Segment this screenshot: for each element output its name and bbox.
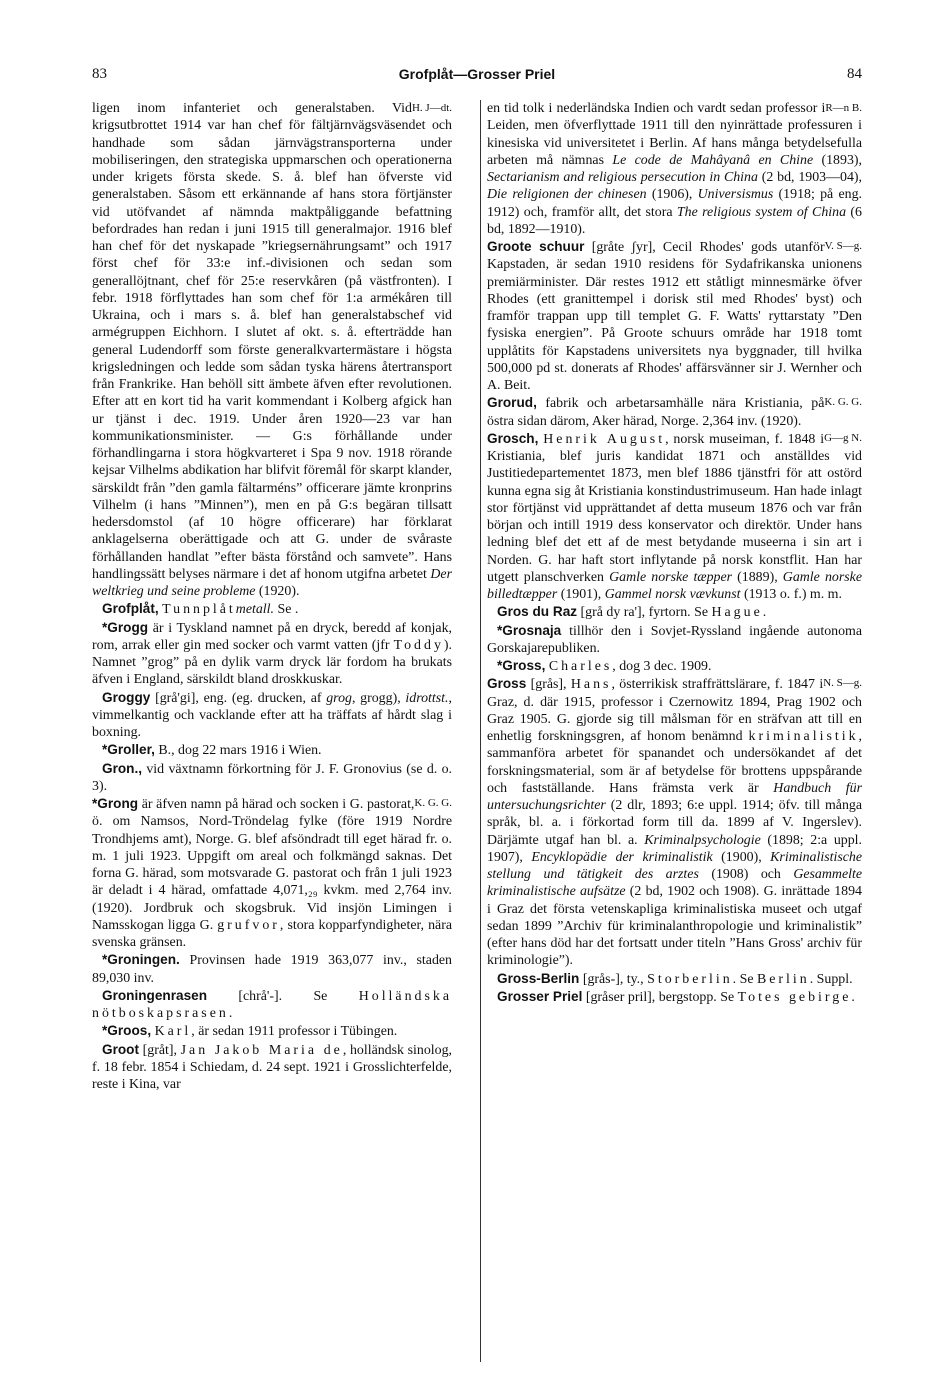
- dictionary-entry: [92, 689, 452, 742]
- entry-text: .: [228, 1006, 233, 1021]
- dictionary-entry: [92, 1041, 452, 1094]
- entry-spaced-reference: Storberlin: [647, 971, 733, 987]
- entry-text: .: [762, 605, 767, 621]
- entry-text: (2 bd, 1903—04),: [757, 170, 862, 185]
- dictionary-entry: [92, 600, 452, 618]
- entry-spaced-reference: Berlin: [756, 971, 810, 987]
- dictionary-entry: [487, 675, 862, 969]
- entry-signature: G—g N.: [824, 431, 862, 444]
- entry-text: , sammanföra arbetet för spanandet och undersökandet af det forskningsmaterial, som är af betydelse för brottens uppspårande och fastställande. Hans främsta verk är: [487, 729, 862, 796]
- page-header: [92, 66, 862, 86]
- dictionary-entry: [92, 987, 452, 1023]
- entry-headword: *Groningen.: [102, 952, 180, 968]
- entry-text: [grå'gi], eng. (eg. drucken, af: [150, 690, 327, 706]
- page-number-right: 84: [847, 66, 862, 82]
- entry-text: (1918; på eng. 1912) och, framför allt, det stora: [487, 187, 862, 220]
- entry-signature: K. G. G.: [414, 797, 452, 809]
- dictionary-entry: [92, 760, 452, 796]
- dictionary-entry: [487, 970, 862, 988]
- entry-text: [grå dy ra'], fyrtorn. Se: [577, 605, 712, 621]
- entry-headword: Gron.,: [102, 760, 143, 776]
- entry-spaced-reference: Charles: [548, 659, 613, 674]
- dictionary-entry: [92, 1022, 452, 1040]
- dictionary-entry: [487, 622, 862, 658]
- dictionary-entry: [92, 741, 452, 759]
- dictionary-entry: [92, 619, 452, 689]
- entry-italic-title: Kriminalpsychologie: [644, 832, 761, 848]
- entry-text: . Se: [732, 971, 757, 987]
- entry-italic-title: Kriminalistische stellung und tätigkeit des arztes: [487, 849, 862, 882]
- dictionary-entry: [92, 795, 452, 951]
- entry-text: (1920).: [255, 584, 300, 599]
- entry-text: fabrik och arbetarsamhälle nära Kristiania, på östra sidan därom, Aker härad, Norge. 2,364 inv. (1920).: [487, 396, 825, 429]
- entry-text: , stora kopparfyndigheter, nära svenska gränsen.: [92, 917, 452, 950]
- entry-text: [chrå'-]. Se: [207, 988, 359, 1004]
- entry-signature: K. G. G.: [824, 396, 862, 409]
- entry-text: tillhör den i Sovjet-Ryssland ingående autonoma Gorskajarepubliken.: [487, 623, 862, 656]
- entry-text: , vimmelkantig och vacklande efter att ha träffats af hårdt slag i boxning.: [92, 690, 452, 740]
- entry-text: , grogg),: [351, 690, 406, 706]
- entry-text: [grås-], ty.,: [579, 971, 648, 987]
- entry-text: .: [851, 989, 855, 1005]
- entry-headword: *Grong: [92, 796, 139, 811]
- entry-spaced-reference: Tunnplåt: [162, 602, 236, 618]
- dictionary-entry: [487, 603, 862, 621]
- entry-text: (1898; 2:a uppl. 1907),: [487, 832, 862, 865]
- entry-headword: Groote schuur: [487, 239, 585, 254]
- entry-italic-title: Gesammelte kriminalistische aufsätze: [487, 867, 862, 900]
- entry-signature: N. S—g.: [823, 677, 862, 690]
- dictionary-entry: [487, 430, 862, 604]
- entry-text: (1889),: [732, 569, 783, 585]
- entry-text: Provinsen hade 1919 363,077 inv., staden 89,030 inv.: [92, 953, 452, 986]
- dictionary-entry: [487, 238, 862, 394]
- entry-text: B., dog 22 mars 1916 i Wien.: [154, 743, 322, 759]
- entry-headword: Gros du Raz: [497, 604, 578, 620]
- entry-headword: *Groos,: [102, 1023, 152, 1039]
- entry-italic-title: Handbuch für untersuchungsrichter: [487, 780, 862, 813]
- entry-text: är i Tyskland namnet på en dryck, beredd af konjak, rom, arrak eller gin med socker och varmt vatten (jfr: [92, 620, 452, 653]
- entry-headword: Grosser Priel: [497, 988, 583, 1004]
- entry-spaced-reference: Henrik August: [543, 431, 666, 447]
- right-column: [487, 100, 862, 1362]
- entry-italic-title: idrottst.: [405, 690, 449, 706]
- entry-text: [gråser pril], bergstopp. Se: [582, 989, 738, 1005]
- entry-headword: Grosch,: [487, 430, 539, 446]
- entry-headword: Gross-Berlin: [497, 970, 580, 986]
- entry-italic-title: grog: [326, 690, 352, 706]
- entry-italic-title: Der weltkrieg und seine probleme: [92, 566, 452, 599]
- entry-text: (1908) och: [698, 867, 794, 882]
- entry-italic-title: metall.: [235, 602, 274, 618]
- entry-italic-title: Die religionen der chinesen: [487, 187, 647, 203]
- dictionary-entry: [487, 100, 862, 238]
- entry-text: ligen inom infanteriet och generalstaben. Vid krigsutbrottet 1914 var han chef för fältjärnvägsväsendet och handhade som sådan järnvägstransporterna under mobiliseringen, den strategiska uppmarschen och operationerna under krigets första skede. S. å. blef han öfverste vid generalstaben. Såsom ett erkännande af hans stora förtjänster vid utöfvandet af nämnda maktpåliggande befattning befordrades han redan i juni 1915 till generalmajor. 1916 blef han chef för det nyskapade ”kriegsernährungsamt” och 1917 först chef för 33:e inf.-divisionen och sedan som generallöjtnant, chef för 25:e reservkåren (på västfronten). I febr. 1918 förflyttades han som chef för 1:a armékåren till Ukraina, och i mars s. å. blef han generalstabschef vid armégruppen Eichhorn. I slutet af okt. s. å. efterträdde han general Ludendorff som förste generalkvartermästare i högsta krigsledningen och ledde som sådan tyska härens återtransport från Frankrike. Han behöll sitt ämbete äfven efter revolutionen. Efter att en kort tid ha varit kommendant i Kolberg afgick han ur tjänst i dec. 1919. Under åren 1920—23 var han kommunikationsminister. — G:s förhållande under förhandlingarna i stora högkvarteret i Spa 9 nov. 1918 rörande kejsar Vilhelms abdikation har blifvit föremål för skarpt klander, särskildt från ”den gamla fältarméns” officerare jämte kronprins Vilhelm (i hans ”Minnen”), men en på G:s begäran tillsatt hedersdomstol (af 10 högre officerare) har förklarat anklagelserna oberättigade och att G. under de svåraste förhållanden handlat ”efter bästa förstånd och samvete”. Hans handlingssätt belyses närmare i det af honom utgifna arbetet: [92, 101, 452, 582]
- dictionary-entry: [487, 988, 862, 1006]
- entry-text: , dog 3 dec. 1909.: [612, 659, 712, 674]
- entry-headword: *Groller,: [102, 742, 155, 758]
- entry-headword: Groggy: [102, 689, 151, 705]
- running-title: Grofplåt—Grosser Priel: [398, 66, 556, 82]
- entry-text: [gråt],: [139, 1042, 181, 1058]
- entry-spaced-reference: kriminalistik: [748, 729, 859, 744]
- entry-text: .: [294, 602, 299, 618]
- column-divider: [480, 100, 481, 1362]
- entry-italic-title: Gamle norske billedtæpper: [487, 569, 862, 602]
- dictionary-entry: [487, 394, 862, 430]
- entry-spaced-reference: Holländska nötboskapsrasen: [92, 988, 452, 1021]
- entry-text: , är sedan 1911 professor i Tübingen.: [191, 1024, 398, 1040]
- dictionary-entry: [487, 657, 862, 675]
- entry-headword: *Gross,: [497, 658, 546, 673]
- entry-text: , österrikisk straffrättslärare, f. 1847 i Graz, d. där 1915, professor i Czernowitz 1894, Prag 1902 och Graz 1905. G. gjorde sig till målsman för en sträfvan att till en enhetlig forskningsgren, af honom benämnd: [487, 677, 862, 744]
- entry-headword: *Grosnaja: [497, 622, 562, 638]
- entry-text: ). Namnet ”grog” på en dylik varm dryck lär fordom ha brukats äfven i England, särskildt bland droskkuskar.: [92, 637, 452, 688]
- entry-spaced-reference: Hague: [711, 605, 763, 621]
- entry-text: . Suppl.: [809, 971, 853, 987]
- entry-headword: Groot: [102, 1041, 139, 1057]
- entry-text: vid växtnamn förkortning för J. F. Gronovius (se d. o. 3).: [92, 761, 452, 794]
- entry-text: , holländsk sinolog, f. 18 febr. 1854 i Schiedam, d. 24 sept. 1921 i Grosslichterfelde, reste i Kina, var: [92, 1042, 452, 1092]
- entry-text: [gråte ʃyr], Cecil Rhodes' gods utanför Kapstaden, är sedan 1910 residens för Sydafrikanska unionens premiärminister. Där restes 1912 ett ståtligt minnesmärke öfver Rhodes (ett granittempel i dorisk stil med Rhodes' byst) och framför trappan upp till templet G. F. Watts' ryttarstaty ”Den fysiska energien”. På Groote schuurs område har 1918 tomt upplåtits för Kapstadens universitets nya byggnader, till hvilka 500,000 pd st. donerats af Rhodes' affärsvänner sir J. Wernher och A. Beit.: [487, 240, 862, 393]
- entry-spaced-reference: Jan Jakob Maria de: [180, 1042, 343, 1058]
- entry-spaced-reference: Totes gebirge: [737, 989, 852, 1005]
- entry-italic-title: Encyklopädie der kriminalistik: [531, 849, 713, 865]
- entry-text: Se: [274, 602, 295, 618]
- entry-text: [grås],: [526, 677, 571, 693]
- entry-text: (1900),: [712, 849, 771, 865]
- entry-italic-title: Gammel norsk vævkunst: [604, 587, 741, 602]
- entry-text: (2 bd, 1902 och 1908). G. inrättade 1894 i Graz det första vetenskapliga kriminalistiska museet och utgaf sedan 1899 ”Archiv für kriminalanthropologie und kriminalistik” (efter hans död har det fortsatt under titeln ”Hans Gross' archiv für kriminologie”).: [487, 884, 862, 969]
- entry-signature: R—n B.: [825, 102, 862, 114]
- entry-headword: Gross: [487, 676, 527, 692]
- entry-text: , norsk museiman, f. 1848 i Kristiania, blef juris kandidat 1871 och anställdes vid Justitiedepartementet 1873, men blef 1886 tjänstfri för att ostörd kunna egna sig åt Kristiania konstindustrimuseum. Han hade inlagt stor förtjänst vid upprättandet af detta museum 1876 och var från början och intill 1919 dess konservator och direktör. Under hans ledning blef det ett af de mest betydande museerna i sin art i Norden. G. har haft stort inflytande på norsk konstflit. Han har utgett planschverken: [487, 431, 862, 585]
- entry-italic-title: Le code de Mahâyanâ en Chine: [612, 152, 814, 168]
- entry-text: (6 bd, 1892—1910).: [487, 204, 862, 237]
- entry-headword: *Grogg: [102, 619, 149, 635]
- entry-italic-title: Sectarianism and religious persecution in China: [487, 170, 758, 185]
- entry-spaced-reference: Karl: [154, 1024, 192, 1040]
- entry-headword: Grorud,: [487, 395, 537, 411]
- entry-spaced-reference: Toddy: [393, 637, 444, 653]
- dictionary-entry: [92, 100, 452, 600]
- left-column: [92, 100, 452, 1362]
- entry-headword: Grofplåt,: [102, 601, 159, 617]
- page-number-left: 83: [92, 66, 107, 82]
- entry-text: är äfven namn på härad och socken i G. pastorat, ö. om Namsos, Nord-Tröndelag fylke (före 1919 Nordre Trondhjems amt), Norge. G. blef afsöndradt till eget härad fr. o. m. 1 juli 1923. Uppgift om areal och folkmängd saknas. Det forna G. härad, som motsvarade G. pastorat och från 1 juli 1923 är deladt i 4 härad, omfattade 4,071,₂₉ kvkm. med 2,764 inv. (1920). Jordbruk och skogsbruk. Vid insjön Limingen i Namsskogan ligga G.: [92, 797, 452, 933]
- entry-headword: Groningenrasen: [102, 987, 207, 1003]
- entry-italic-title: Gamle norske tæpper: [609, 569, 733, 585]
- dictionary-entry: [92, 951, 452, 987]
- entry-italic-title: The religious system of China: [676, 204, 847, 220]
- entry-text: (1893),: [813, 152, 862, 168]
- entry-signature: V. S—g.: [824, 240, 862, 252]
- entry-text: (1906),: [646, 187, 698, 203]
- entry-italic-title: Universismus: [697, 187, 774, 203]
- entry-spaced-reference: Hans: [570, 677, 612, 693]
- entry-text: en tid tolk i nederländska Indien och vardt sedan professor i Leiden, men öfverflyttade 1911 till den nyinrättade professuren i kinesiska vid universitetet i Berlin. Af hans många betydelsefulla arbeten må nämnas: [487, 101, 862, 168]
- entry-text: (1901),: [557, 587, 605, 602]
- entry-signature: H. J—dt.: [411, 102, 452, 114]
- entry-text: (2 dlr, 1893; 6:e uppl. 1914; öfv. till många språk, bl. a. i förkortad form till da. 1899 af V. Ingerslev). Därjämte utgaf han bl. a.: [487, 798, 862, 848]
- entry-spaced-reference: grufvor: [217, 917, 280, 933]
- entry-text: (1913 o. f.) m. m.: [740, 587, 842, 602]
